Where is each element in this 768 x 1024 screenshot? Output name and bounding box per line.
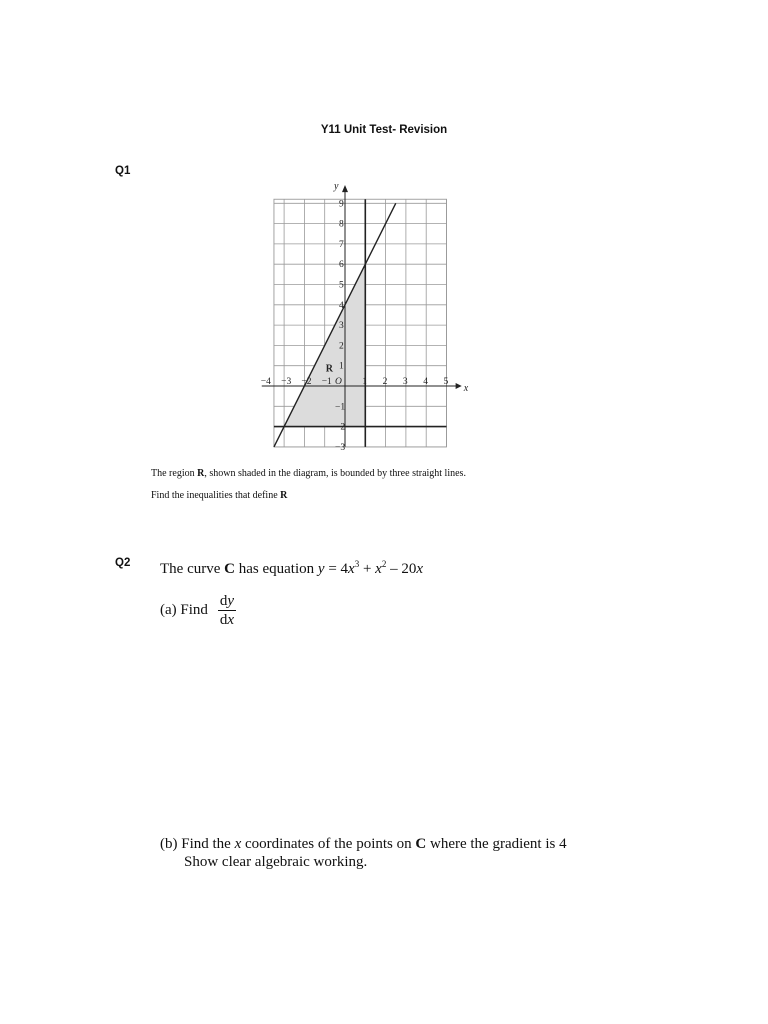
y-tick-label: 5 [339, 280, 344, 291]
y-tick-label: 9 [339, 199, 344, 210]
y-tick-label: −1 [335, 402, 346, 413]
x-tick-label: −1 [321, 377, 332, 387]
x-tick-label: 1 [362, 377, 368, 387]
x-tick-label: −3 [281, 377, 292, 387]
x-axis-label: x [463, 383, 469, 394]
page-title: Y11 Unit Test- Revision [320, 124, 448, 136]
x-tick-label: −4 [260, 377, 271, 387]
x-tick-label: 4 [423, 377, 428, 387]
question-2-part-a: (a) Find $\frac{dy}{dx}$ [160, 593, 235, 628]
question-2-part-b [160, 835, 567, 871]
y-axis-arrow [342, 185, 348, 192]
y-axis-label: y [334, 181, 339, 193]
x-tick-label: 2 [382, 377, 388, 387]
x-tick-label: 3 [402, 377, 408, 387]
y-tick-label: 2 [339, 341, 344, 352]
y-tick-label: 3 [339, 321, 344, 332]
y-tick-label: −3 [335, 442, 346, 453]
x-tick-label: −2 [301, 377, 312, 387]
y-tick-label: −2 [335, 422, 346, 433]
region-label: R [325, 363, 333, 375]
derivative-fraction: $\frac{dy}{dx}$ [219, 593, 235, 628]
question-2-part-b-line-2: Show clear algebraic working. [184, 854, 368, 870]
y-tick-label: 6 [339, 260, 344, 271]
question-2-label: Q2 [115, 557, 131, 569]
x-tick-label: 5 [443, 377, 449, 387]
question-1-statement: The region R, shown shaded in the diagram, is bounded by three straight lines. [151, 468, 466, 479]
question-2-intro: The curve C has equation $y = 4x^3 + x^2 - 20x$ [160, 559, 424, 577]
question-1-text [151, 463, 466, 507]
question-1-label: Q1 [115, 165, 131, 177]
x-axis-arrow [456, 383, 462, 389]
y-tick-label: 8 [339, 219, 344, 230]
curve-equation: $y = 4x^3 + x^2 - 20x$ [317, 559, 424, 577]
coordinate-graph [255, 176, 485, 453]
y-tick-label: 4 [339, 300, 344, 311]
question-1-instruction: Find the inequalities that define R [151, 490, 288, 501]
y-tick-label: 7 [339, 239, 344, 250]
y-tick-label: 1 [339, 361, 344, 372]
origin-label: O [335, 377, 342, 387]
question-2-part-b-line-1: (b) Find the x coordinates of the points on C where the gradient is 4 [160, 836, 567, 852]
